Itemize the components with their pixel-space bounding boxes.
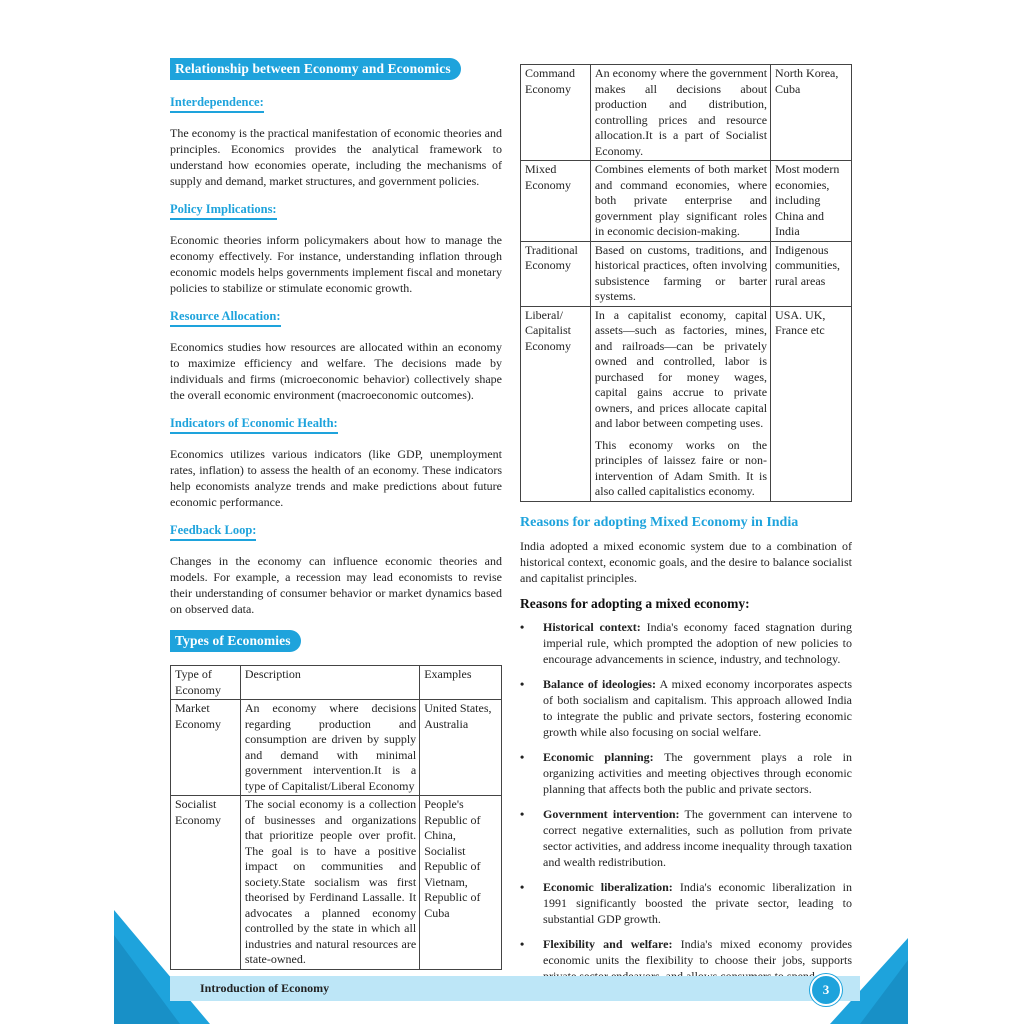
bullet-icon: • [520, 806, 525, 821]
cell-type: Market Economy [171, 700, 241, 796]
cell-type: Socialist Economy [171, 796, 241, 970]
reasons-title: Reasons for adopting Mixed Economy in India [520, 514, 799, 530]
cell-examples: USA. UK, France etc [771, 306, 852, 501]
para-policy-implications: Economic theories inform policymakers about how to manage the economy effectively. For instance, understanding inflation through economic models helps governments implement fiscal and monetary policies to stabilize or stimulate economic growth. [170, 233, 502, 295]
heading-policy-implications: Policy Implications: [170, 202, 277, 220]
cell-type: Command Economy [521, 65, 591, 161]
reasons-list [520, 619, 852, 984]
cell-description [590, 306, 770, 501]
cell-examples: United States, Australia [420, 700, 502, 796]
section-title-types: Types of Economies [170, 630, 301, 652]
table-row [171, 700, 502, 796]
bullet-text: The government plays a role in organizing activities and meeting objectives through economic planning that affects both the public and private sectors. [543, 749, 852, 796]
reasons-intro: India adopted a mixed economic system due to a combination of historical context, economic goals, and the desire to balance socialist and capitalist principles. [520, 538, 852, 585]
bullet-text: The government can intervene to correct negative externalities, such as pollution from private sector activities, and address income inequality through taxation and wealth redistribution. [543, 806, 852, 869]
para-indicators: Economics utilizes various indicators (like GDP, unemployment rates, inflation) to assess the health of an economy. These indicators help economists analyze trends and make predictions about future economic performance. [170, 447, 502, 509]
para-feedback-loop: Changes in the economy can influence economic theories and models. For example, a recession may lead economists to revise their understanding of consumer behavior or market dynamics based on observed data. [170, 554, 502, 616]
table-row [521, 161, 852, 242]
cell-description: An economy where the government makes all decisions about production and distribution, controlling prices and resource allocation.It is a part of Socialist Economy. [590, 65, 770, 161]
heading-indicators: Indicators of Economic Health: [170, 416, 338, 434]
cell-description-part1: In a capitalist economy, capital assets—such as factories, mines, and railroads—can be privately owned and controlled, labor is purchased for money wages, capital gains accrue to private owners, and prices allocate capital and labor between competing uses. [594, 307, 768, 430]
table-header-examples: Examples [420, 666, 502, 700]
right-column [520, 64, 852, 993]
cell-description: Combines elements of both market and command economies, where both private enterprise and government play significant roles in economic decision-making. [590, 161, 770, 242]
table-row [171, 796, 502, 970]
cell-examples: Most modern economies, including China and India [771, 161, 852, 242]
left-column [170, 58, 502, 970]
cell-examples: North Korea, Cuba [771, 65, 852, 161]
page-number: 3 [810, 974, 842, 1006]
types-table-part2 [520, 64, 852, 502]
heading-resource-allocation: Resource Allocation: [170, 309, 281, 327]
table-header-row [171, 666, 502, 700]
bullet-label: Economic liberalization: [543, 879, 673, 894]
cell-type: Mixed Economy [521, 161, 591, 242]
bullet-label: Economic planning: [543, 749, 654, 764]
bullet-label: Historical context: [543, 619, 641, 634]
reasons-subtitle: Reasons for adopting a mixed economy: [520, 595, 750, 611]
cell-description: An economy where decisions regarding production and consumption are driven by supply and demand with minimal government intervention.It is a type of Capitalist/Liberal Economy [240, 700, 419, 796]
table-header-type: Type of Economy [171, 666, 241, 700]
bullet-icon: • [520, 619, 525, 634]
cell-type: Traditional Economy [521, 241, 591, 306]
list-item [520, 619, 852, 667]
para-resource-allocation: Economics studies how resources are allocated within an economy to maximize efficiency and welfare. The decisions made by individuals and firms (microeconomic behavior) collectively shape the overall economic environment (macroeconomic outcomes). [170, 340, 502, 402]
bullet-label: Balance of ideologies: [543, 676, 656, 691]
list-item [520, 879, 852, 927]
heading-interdependence: Interdependence: [170, 95, 264, 113]
bullet-icon: • [520, 879, 525, 894]
bullet-text: A mixed economy incorporates aspects of both socialism and capitalism. This approach allowed India to integrate the public and private sectors, fostering economic growth while also focusing on social welfare. [543, 676, 852, 739]
cell-type: Liberal/ Capitalist Economy [521, 306, 591, 501]
list-item [520, 806, 852, 870]
bullet-label: Flexibility and welfare: [543, 936, 673, 951]
list-item [520, 749, 852, 797]
heading-feedback-loop: Feedback Loop: [170, 523, 256, 541]
types-table-part1 [170, 665, 502, 970]
bullet-label: Government intervention: [543, 806, 680, 821]
bullet-icon: • [520, 749, 525, 764]
bullet-icon: • [520, 676, 525, 691]
cell-description-part2: This economy works on the principles of laissez faire or non-intervention of Adam Smith. It is also called capitalistics economy. [594, 437, 768, 498]
table-header-description: Description [240, 666, 419, 700]
bullet-text: India's economic liberalization in 1991 significantly boosted the private sector, leading to substantial GDP growth. [543, 879, 852, 926]
bullet-text: India's mixed economy provides economic units the flexibility to choose their jobs, supports [543, 936, 852, 967]
cell-examples: Indigenous communities, rural areas [771, 241, 852, 306]
cell-examples: People's Republic of China, Socialist Republic of Vietnam, Republic of Cuba [420, 796, 502, 970]
bullet-text: India's economy faced stagnation during imperial rule, which prompted the adoption of new policies to encourage advancements in science, industry, and technology. [543, 619, 853, 666]
cell-description: The social economy is a collection of businesses and organizations that prioritize people over profit. The goal is to have a positive impact on communities and society.State socialism was first theorised by Ferdinand Lassalle. It advocates a planned economy controlled by the state in which all industries and natural resources are state-owned. [240, 796, 419, 970]
list-item [520, 676, 852, 740]
footer-title: Introduction of Economy [200, 981, 330, 995]
table-row [521, 241, 852, 306]
cell-description: Based on customs, traditions, and historical practices, often involving subsistence farming or barter systems. [590, 241, 770, 306]
table-row [521, 65, 852, 161]
bullet-icon: • [520, 936, 525, 951]
table-row [521, 306, 852, 501]
para-interdependence: The economy is the practical manifestation of economic theories and principles. Economics provides the analytical framework to understand how economies operate, including the mechanisms of supply and demand, market structures, and government policies. [170, 126, 502, 188]
section-title-relationship: Relationship between Economy and Economics [170, 58, 461, 80]
